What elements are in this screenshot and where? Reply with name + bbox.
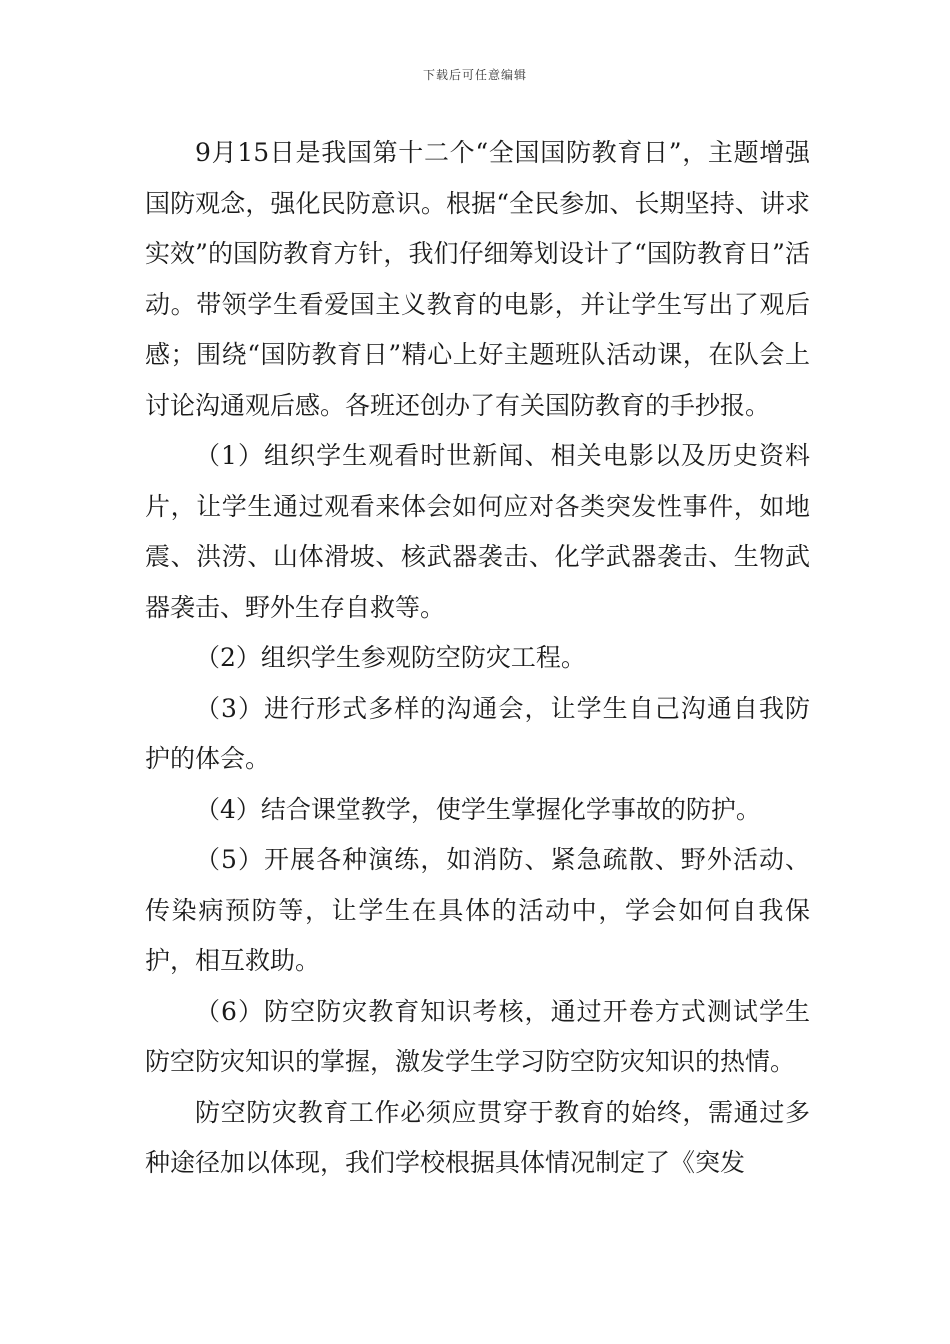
paragraph-national-defense-day: 9月15日是我国第十二个“全国国防教育日”，主题增强国防观念，强化民防意识。根据“全民参加、长期坚持、讲求实效”的国防教育方针，我们仔细筹划设计了“国防教育日”活动。带领学生看爱国主义教育的电影，并让学生写出了观后感；围绕“国防教育日”精心上好主题班队活动课，在队会上讨论沟通观后感。各班还创办了有关国防教育的手抄报。 xyxy=(145,138,810,420)
paragraph-conclusion: 防空防灾教育工作必须应贯穿于教育的始终，需通过多种途径加以体现，我们学校根据具体情况制定了《突发 xyxy=(145,1097,810,1177)
paragraph-item-4: （4）结合课堂教学，使学生掌握化学事故的防护。 xyxy=(195,794,761,824)
paragraph-item-2: （2）组织学生参观防空防灾工程。 xyxy=(195,643,586,672)
paragraph-item-6: （6）防空防灾教育知识考核，通过开卷方式测试学生防空防灾知识的掌握，激发学生学习防空防灾知识的热情。 xyxy=(145,996,810,1076)
page-header: 下载后可任意编辑 xyxy=(422,68,527,82)
paragraph-item-1: （1）组织学生观看时世新闻、相关电影以及历史资料片，让学生通过观看来体会如何应对各类突发性事件，如地震、洪涝、山体滑坡、核武器袭击、化学武器袭击、生物武器袭击、野外生存自救等。 xyxy=(145,441,810,622)
document-body xyxy=(145,128,810,1189)
paragraph-item-5: （5）开展各种演练，如消防、紧急疏散、野外活动、传染病预防等，让学生在具体的活动中，学会如何自我保护，相互救助。 xyxy=(145,845,810,975)
paragraph-item-3: （3）进行形式多样的沟通会，让学生自己沟通自我防护的体会。 xyxy=(145,693,810,773)
